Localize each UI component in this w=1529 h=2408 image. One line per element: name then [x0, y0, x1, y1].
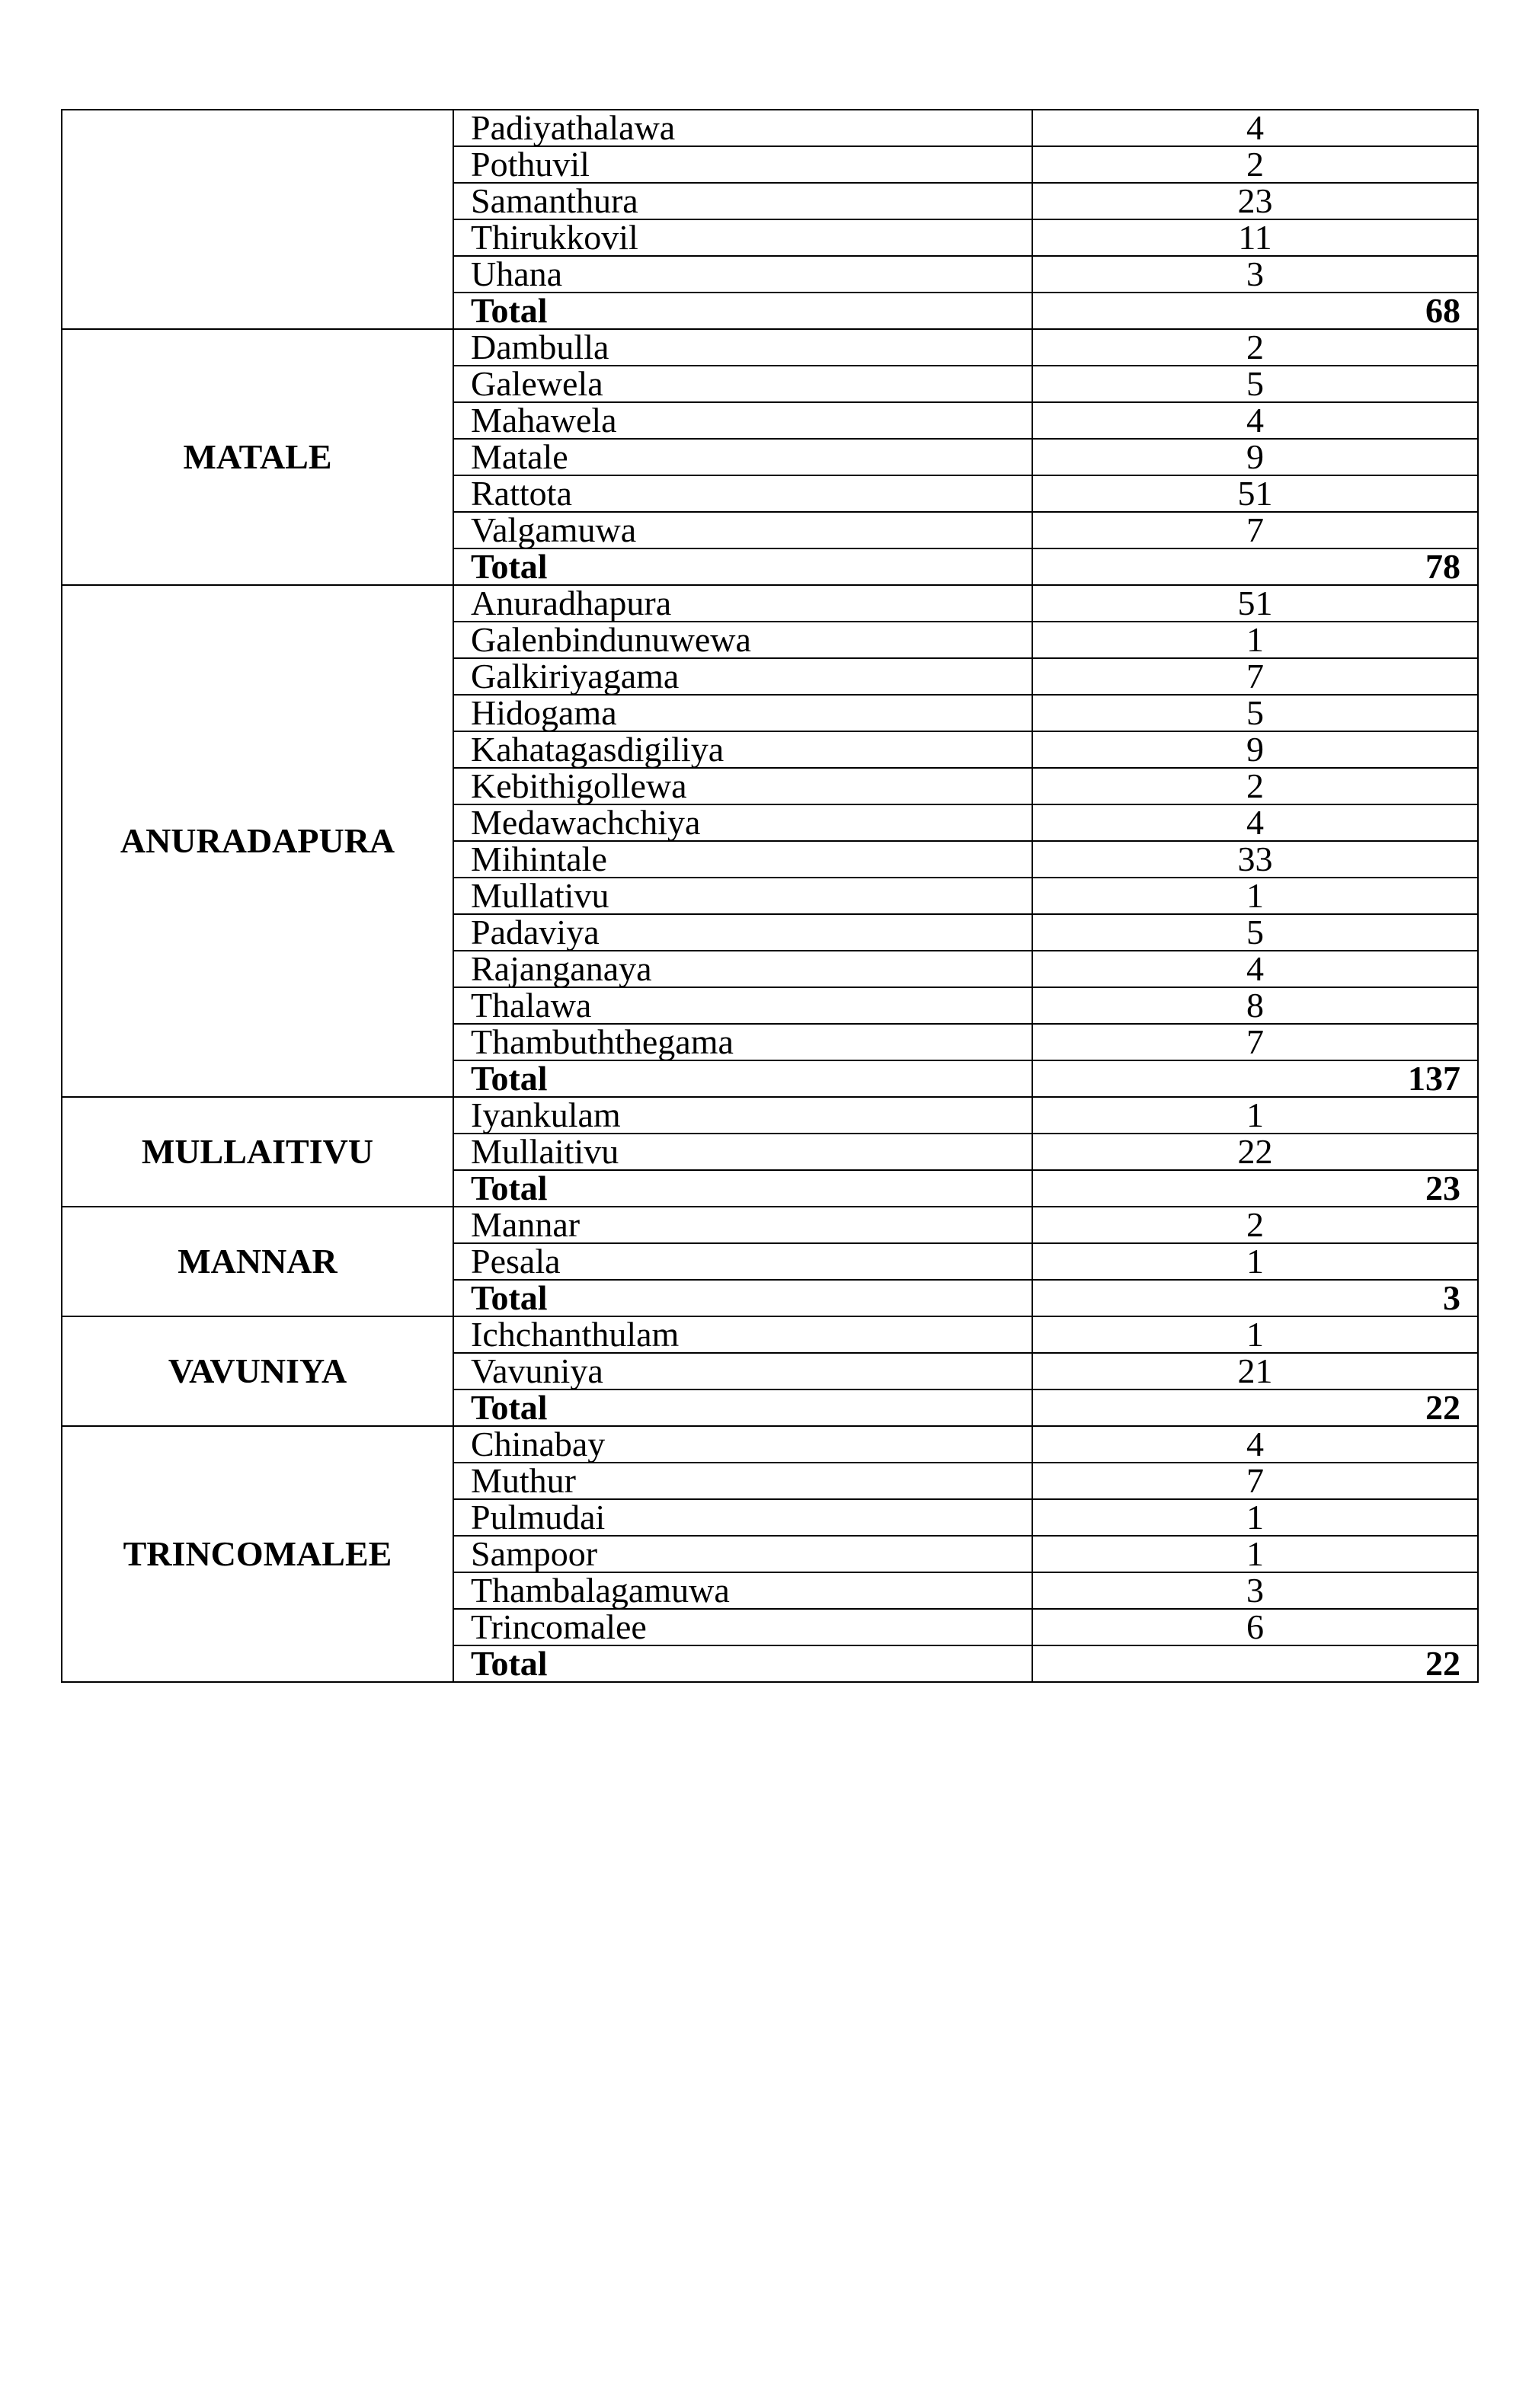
- division-count: 6: [1032, 1609, 1478, 1645]
- total-value: 78: [1032, 548, 1478, 585]
- division-name: Pesala: [453, 1243, 1032, 1280]
- division-count: 5: [1032, 366, 1478, 402]
- division-name: Rattota: [453, 475, 1032, 512]
- division-count: 2: [1032, 146, 1478, 183]
- table-row: [62, 1207, 1478, 1243]
- total-value: 23: [1032, 1170, 1478, 1207]
- division-count: 2: [1032, 329, 1478, 366]
- division-name: Iyankulam: [453, 1097, 1032, 1134]
- division-count: 7: [1032, 1024, 1478, 1060]
- division-count: 2: [1032, 1207, 1478, 1243]
- division-name: Padaviya: [453, 914, 1032, 951]
- division-name: Trincomalee: [453, 1609, 1032, 1645]
- division-count: 4: [1032, 804, 1478, 841]
- division-count: 5: [1032, 695, 1478, 731]
- division-count: 22: [1032, 1134, 1478, 1170]
- division-count: 9: [1032, 731, 1478, 768]
- division-name: Thambuththegama: [453, 1024, 1032, 1060]
- division-count: 7: [1032, 658, 1478, 695]
- division-count: 33: [1032, 841, 1478, 878]
- division-name: Matale: [453, 439, 1032, 475]
- district-name: ANURADAPURA: [62, 585, 453, 1097]
- division-count: 2: [1032, 768, 1478, 804]
- division-count: 1: [1032, 1097, 1478, 1134]
- division-name: Mannar: [453, 1207, 1032, 1243]
- division-count: 9: [1032, 439, 1478, 475]
- division-name: Galenbindunuwewa: [453, 622, 1032, 658]
- district-name: [62, 110, 453, 329]
- division-count: 21: [1032, 1353, 1478, 1389]
- division-count: 4: [1032, 110, 1478, 146]
- division-name: Sampoor: [453, 1536, 1032, 1572]
- division-name: Mullaitivu: [453, 1134, 1032, 1170]
- total-label: Total: [453, 1060, 1032, 1097]
- table-body: [62, 110, 1478, 1682]
- division-name: Anuradhapura: [453, 585, 1032, 622]
- table-row: [62, 1316, 1478, 1353]
- total-value: 68: [1032, 293, 1478, 329]
- division-count: 51: [1032, 585, 1478, 622]
- division-count: 7: [1032, 1463, 1478, 1499]
- total-label: Total: [453, 1389, 1032, 1426]
- division-name: Thirukkovil: [453, 219, 1032, 256]
- division-name: Pothuvil: [453, 146, 1032, 183]
- total-value: 22: [1032, 1389, 1478, 1426]
- division-name: Samanthura: [453, 183, 1032, 219]
- division-name: Kebithigollewa: [453, 768, 1032, 804]
- division-name: Rajanganaya: [453, 951, 1032, 987]
- total-label: Total: [453, 1645, 1032, 1682]
- division-name: Valgamuwa: [453, 512, 1032, 548]
- table-row: [62, 1426, 1478, 1463]
- division-name: Thambalagamuwa: [453, 1572, 1032, 1609]
- district-name: VAVUNIYA: [62, 1316, 453, 1426]
- division-count: 8: [1032, 987, 1478, 1024]
- district-name: MULLAITIVU: [62, 1097, 453, 1207]
- total-label: Total: [453, 293, 1032, 329]
- division-name: Thalawa: [453, 987, 1032, 1024]
- division-count: 51: [1032, 475, 1478, 512]
- total-value: 3: [1032, 1280, 1478, 1316]
- total-value: 22: [1032, 1645, 1478, 1682]
- division-count: 1: [1032, 1536, 1478, 1572]
- division-count: 1: [1032, 622, 1478, 658]
- division-count: 5: [1032, 914, 1478, 951]
- district-table: [61, 109, 1479, 1683]
- division-count: 1: [1032, 1243, 1478, 1280]
- division-count: 1: [1032, 878, 1478, 914]
- division-name: Ichchanthulam: [453, 1316, 1032, 1353]
- division-name: Galewela: [453, 366, 1032, 402]
- division-name: Vavuniya: [453, 1353, 1032, 1389]
- district-name: MANNAR: [62, 1207, 453, 1316]
- table-row: [62, 110, 1478, 146]
- division-count: 23: [1032, 183, 1478, 219]
- division-name: Muthur: [453, 1463, 1032, 1499]
- table-row: [62, 1097, 1478, 1134]
- division-name: Kahatagasdigiliya: [453, 731, 1032, 768]
- division-count: 7: [1032, 512, 1478, 548]
- document-page: [61, 109, 1477, 1683]
- total-label: Total: [453, 548, 1032, 585]
- division-name: Medawachchiya: [453, 804, 1032, 841]
- division-count: 4: [1032, 1426, 1478, 1463]
- total-label: Total: [453, 1280, 1032, 1316]
- table-row: [62, 329, 1478, 366]
- division-name: Dambulla: [453, 329, 1032, 366]
- division-name: Uhana: [453, 256, 1032, 293]
- district-name: TRINCOMALEE: [62, 1426, 453, 1682]
- division-name: Mihintale: [453, 841, 1032, 878]
- division-name: Hidogama: [453, 695, 1032, 731]
- division-count: 3: [1032, 256, 1478, 293]
- division-count: 1: [1032, 1499, 1478, 1536]
- division-name: Pulmudai: [453, 1499, 1032, 1536]
- division-count: 4: [1032, 402, 1478, 439]
- division-name: Mahawela: [453, 402, 1032, 439]
- division-count: 11: [1032, 219, 1478, 256]
- division-count: 3: [1032, 1572, 1478, 1609]
- division-name: Galkiriyagama: [453, 658, 1032, 695]
- district-name: MATALE: [62, 329, 453, 585]
- total-value: 137: [1032, 1060, 1478, 1097]
- table-row: [62, 585, 1478, 622]
- division-count: 4: [1032, 951, 1478, 987]
- division-name: Chinabay: [453, 1426, 1032, 1463]
- division-name: Mullativu: [453, 878, 1032, 914]
- total-label: Total: [453, 1170, 1032, 1207]
- division-count: 1: [1032, 1316, 1478, 1353]
- division-name: Padiyathalawa: [453, 110, 1032, 146]
